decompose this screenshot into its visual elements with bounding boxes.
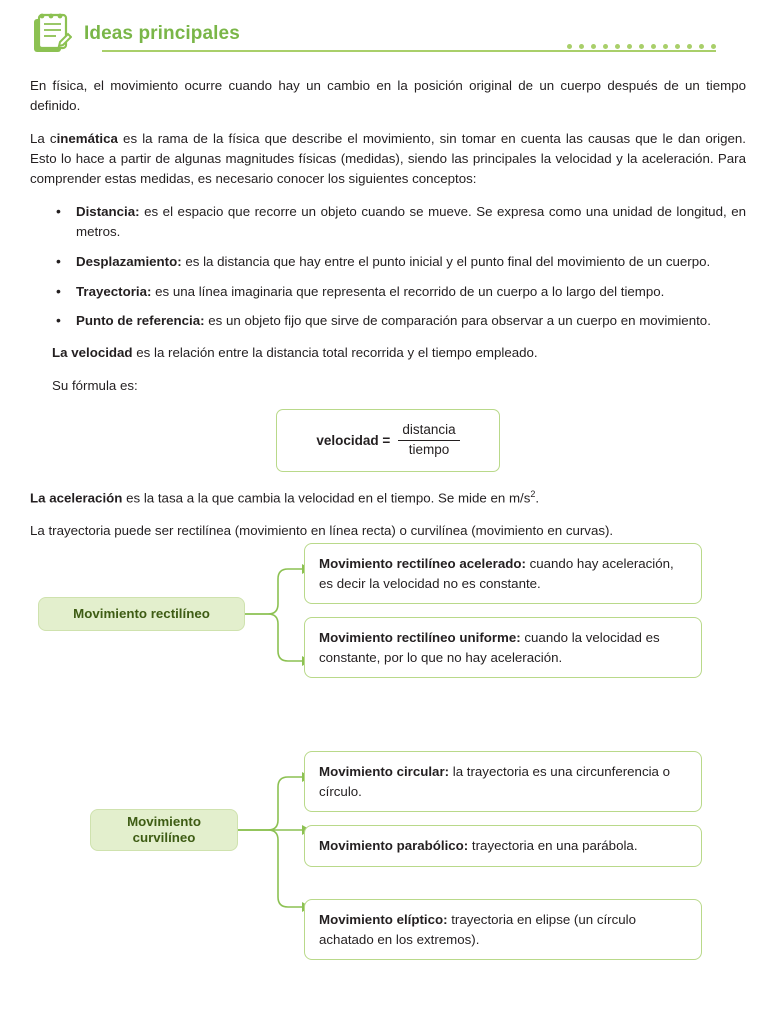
branch-term: Movimiento circular:	[319, 764, 450, 780]
branch-box-rectilineo-uniforme	[304, 617, 702, 678]
node-movimiento-rectilineo	[38, 597, 245, 631]
text-before-bold: La c	[30, 130, 57, 146]
term-velocidad: La velocidad	[52, 345, 133, 361]
concept-text: es un objeto fijo que sirve de comparación para observar a un cuerpo en movimiento.	[204, 313, 711, 329]
paragraph-cinematica	[30, 129, 746, 189]
branch-box-circular	[304, 751, 702, 812]
branch-text: cuando la velocidad es constante, por lo que no hay aceleración.	[319, 630, 660, 665]
branch-term: Movimiento rectilíneo acelerado:	[319, 556, 526, 572]
branch-text: la trayectoria es una circunferencia o círculo.	[319, 764, 671, 799]
diagram-movimiento-curvilineo	[30, 757, 746, 977]
header-divider	[102, 50, 716, 52]
paragraph-intro: En física, el movimiento ocurre cuando hay un cambio en la posición original de un cuerpo después de un tiempo definido.	[30, 78, 746, 113]
node-label-line2: curvilíneo	[132, 830, 196, 846]
aceleracion-text: es la tasa a la que cambia la velocidad en el tiempo. Se mide en m/s	[122, 490, 531, 506]
node-label-line1: Movimiento	[127, 813, 201, 829]
page-title: Ideas principales	[84, 23, 240, 44]
branch-text: trayectoria en una parábola.	[468, 838, 638, 854]
formula-fraction	[398, 422, 459, 459]
formula-container	[30, 409, 746, 472]
branch-term: Movimiento rectilíneo uniforme:	[319, 630, 521, 646]
list-item	[30, 202, 746, 242]
concept-term: Trayectoria:	[76, 283, 152, 299]
fraction-numerator: distancia	[398, 422, 459, 441]
branch-term: Movimiento parabólico:	[319, 838, 469, 854]
branch-box-eliptico	[304, 899, 702, 960]
formula-intro: Su fórmula es:	[52, 378, 138, 394]
paragraph-aceleracion	[30, 488, 746, 508]
header-dots	[559, 44, 716, 49]
concept-term: Punto de referencia:	[76, 313, 205, 329]
concept-text: es el espacio que recorre un objeto cuando se mueve. Se expresa como una unidad de longitud, en metros.	[76, 203, 746, 239]
branch-term: Movimiento elíptico:	[319, 912, 448, 928]
fraction-denominator: tiempo	[408, 442, 450, 458]
text-after-bold: es la rama de la física que describe el movimiento, sin tomar en cuenta las causas que le dan origen. Esto lo hace a partir de algunas magnitudes físicas (medidas), siendo las principales la velocidad y la aceleración. Para comprender estas medidas, es necesario conocer los siguientes conceptos:	[30, 130, 746, 186]
formula-box	[276, 409, 500, 472]
formula-left-side: velocidad =	[316, 432, 391, 448]
section-header	[30, 0, 746, 62]
notepad-icon	[30, 12, 72, 56]
node-label-text: Movimiento rectilíneo	[73, 605, 210, 621]
branch-text: trayectoria en elipse (un círculo achatado en los extremos).	[319, 912, 637, 947]
aceleracion-exponent: 2	[530, 489, 536, 499]
list-item	[30, 311, 746, 331]
list-item	[30, 252, 746, 272]
branch-box-rectilineo-acelerado	[304, 543, 702, 604]
article-body	[30, 62, 746, 541]
velocidad-text: es la relación entre la distancia total recorrida y el tiempo empleado.	[132, 345, 538, 361]
branch-box-parabolico	[304, 825, 702, 866]
term-aceleracion: La aceleración	[30, 490, 123, 506]
concept-term: Desplazamiento:	[76, 253, 182, 269]
concept-term: Distancia:	[76, 203, 140, 219]
term-cinematica: inemática	[56, 130, 118, 146]
diagram-movimiento-rectilineo	[30, 551, 746, 721]
concept-text: es una línea imaginaria que representa el recorrido de un cuerpo a lo largo del tiempo.	[151, 283, 665, 299]
concept-text: es la distancia que hay entre el punto inicial y el punto final del movimiento de un cuerpo.	[181, 253, 711, 269]
concept-list	[30, 202, 746, 332]
branch-text: cuando hay aceleración, es decir la velocidad no es constante.	[319, 556, 674, 591]
list-item	[30, 282, 746, 302]
node-movimiento-curvilineo	[90, 809, 238, 851]
paragraph-velocidad	[30, 343, 746, 363]
aceleracion-end: .	[535, 490, 540, 506]
paragraph-trayectoria: La trayectoria puede ser rectilínea (movimiento en línea recta) o curvilínea (movimiento en curvas).	[30, 523, 614, 539]
